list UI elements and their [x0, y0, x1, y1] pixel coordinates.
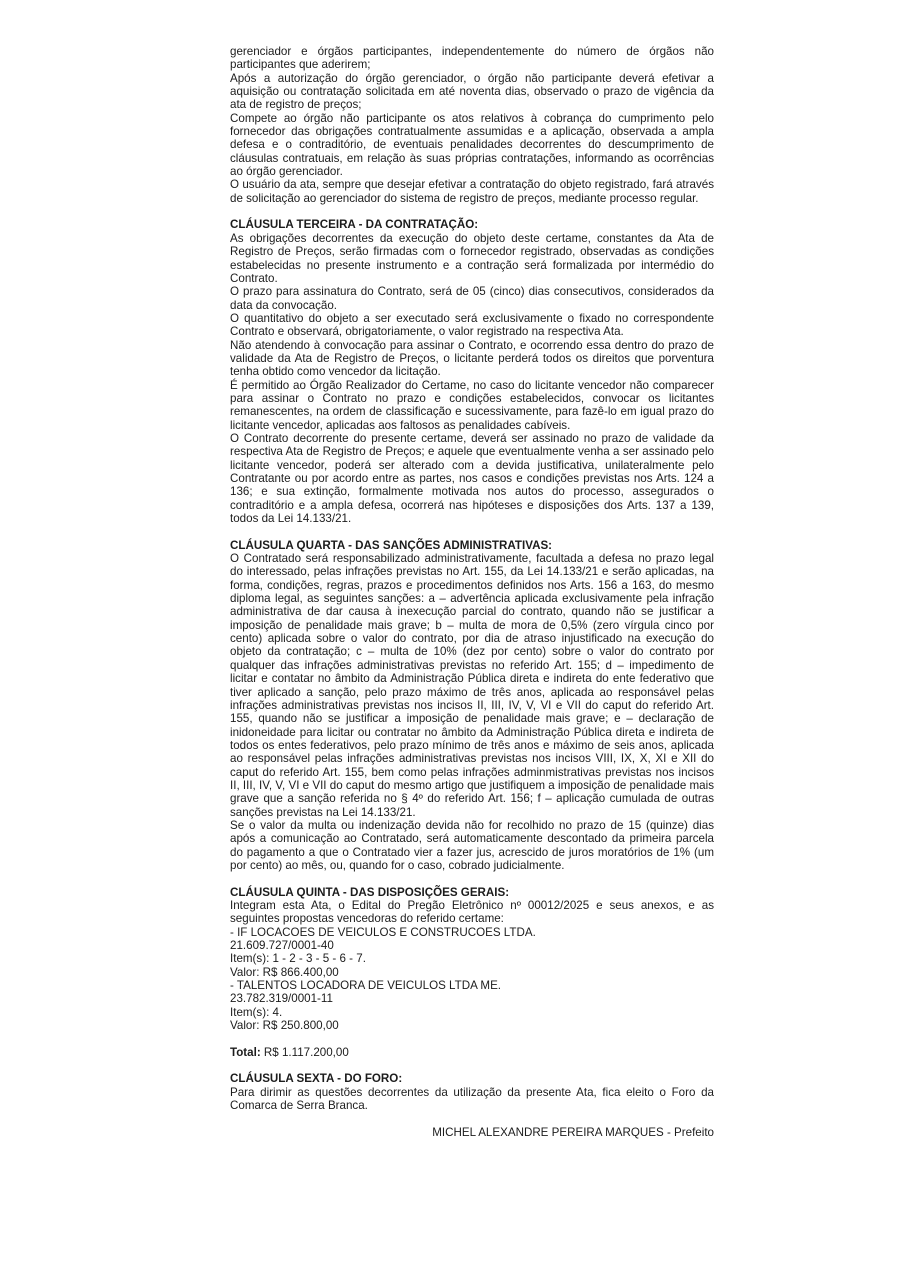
winner-2-cnpj: 23.782.319/0001-11	[230, 992, 333, 1006]
clause-heading-quarta: CLÁUSULA QUARTA - DAS SANÇÕES ADMINISTRATIVAS:	[230, 538, 553, 552]
winner-2-items: Item(s): 4.	[230, 1005, 283, 1019]
signature-line: MICHEL ALEXANDRE PEREIRA MARQUES - Prefeito	[432, 1125, 714, 1139]
winner-1-name: - IF LOCACOES DE VEICULOS E CONSTRUCOES LTDA.	[230, 925, 536, 939]
paragraph-c3-6: O Contrato decorrente do presente certame, deverá ser assinado no prazo de validade da respectiva Ata de Registro de Preços; e aquele que eventualmente venha a ser assinado pelo licitante vencedor, poderá ser alterado com a devida justificativa, unilateralmente pelo Contratante ou por acordo entre as partes, nos casos e condições previstas nos Arts. 124 a 136; e sua extinção, formalmente motivada nos autos do processo, assegurados o contraditório e a ampla defesa, ocorrerá nas hipóteses e disposições dos Arts. 137 a 139, todos da Lei 14.133/21.	[230, 431, 714, 526]
total-line	[230, 1046, 714, 1059]
winner-1-cnpj: 21.609.727/0001-40	[230, 939, 334, 953]
clause-heading-sexta: CLÁUSULA SEXTA - DO FORO:	[230, 1072, 403, 1086]
paragraph-intro-4: O usuário da ata, sempre que desejar efetivar a contratação do objeto registrado, fará através de solicitação ao gerenciador do sistema de registro de preços, mediante processo regular.	[230, 178, 714, 205]
winner-1-items: Item(s): 1 - 2 - 3 - 5 - 6 - 7.	[230, 952, 366, 966]
paragraph-c3-1: As obrigações decorrentes da execução do objeto deste certame, constantes da Ata de Registro de Preços, serão firmadas com o fornecedor registrado, observadas as condições estabelecidas no presente instrumento e a contração será formalizada por intermédio do Contrato.	[230, 231, 714, 285]
clause-heading-quinta: CLÁUSULA QUINTA - DAS DISPOSIÇÕES GERAIS:	[230, 885, 510, 899]
paragraph-intro-2: Após a autorização do órgão gerenciador, o órgão não participante deverá efetivar a aquisição ou contratação solicitada em até noventa dias, observado o prazo de vigência da ata de registro de preços;	[230, 71, 714, 112]
total-value: R$ 1.117.200,00	[260, 1045, 349, 1059]
total-label: Total:	[230, 1045, 261, 1059]
winner-2-valor: Valor: R$ 250.800,00	[230, 1019, 339, 1033]
paragraph-c3-4: Não atendendo à convocação para assinar o Contrato, e ocorrendo essa dentro do prazo de validade da Ata de Registro de Preços, o licitante perderá todos os direitos que porventura tenha obtido como vencedor da licitação.	[230, 338, 714, 379]
document-text-block	[230, 45, 714, 1139]
paragraph-c5-intro: Integram esta Ata, o Edital do Pregão Eletrônico nº 00012/2025 e seus anexos, e as seguintes propostas vencedoras do referido certame:	[230, 899, 714, 926]
paragraph-intro-3: Compete ao órgão não participante os atos relativos à cobrança do cumprimento pelo fornecedor das obrigações contratualmente assumidas e a aplicação, observada a ampla defesa e o contraditório, de eventuais penalidades decorrentes do descumprimento de cláusulas contratuais, em relação às suas próprias contratações, informando as ocorrências ao órgão gerenciador.	[230, 111, 714, 179]
paragraph-c3-3: O quantitativo do objeto a ser executado será exclusivamente o fixado no correspondente Contrato e observará, obrigatoriamente, o valor registrado na respectiva Ata.	[230, 311, 714, 339]
paragraph-intro-1: gerenciador e órgãos participantes, independentemente do número de órgãos não participantes que aderirem;	[230, 45, 714, 72]
paragraph-c4-2: Se o valor da multa ou indenização devida não for recolhido no prazo de 15 (quinze) dias após a comunicação ao Contratado, será automaticamente descontado da primeira parcela do pagamento a que o Contratado vier a fazer jus, acrescido de juros moratórios de 1% (um por cento) ao mês, ou, quando for o caso, cobrado judicialmente.	[230, 818, 714, 872]
paragraph-c4-1: O Contratado será responsabilizado administrativamente, facultada a defesa no prazo legal do interessado, pelas infrações previstas no Art. 155, da Lei 14.133/21 e serão aplicadas, na forma, condições, regras, prazos e procedimentos definidos nos Arts. 156 a 163, do mesmo diploma legal, as seguintes sanções: a – advertência aplicada exclusivamente pela infração administrativa de dar causa à inexecução parcial do contrato, quando não se justificar a imposição de penalidade mais grave; b – multa de mora de 0,5% (zero vírgula cinco por cento) aplicada sobre o valor do contrato, por dia de atraso injustificado na execução do objeto da contratação; c – multa de 10% (dez por cento) sobre o valor do contrato por qualquer das infrações administrativas previstas no referido Art. 155; d – impedimento de licitar e contatar no âmbito da Administração Pública direta e indireta do ente federativo que tiver aplicado a sanção, pelo prazo máximo de três anos, aplicada ao responsável pelas infrações administrativas previstas nos incisos II, III, IV, V, VI e VII do caput do referido Art. 155, quando não se justificar a imposição de penalidade mais grave; e – declaração de inidoneidade para licitar ou contratar no âmbito da Administração Pública direta e indireta de todos os entes federativos, pelo prazo mínimo de três anos e máximo de seis anos, aplicada ao responsável pelas infrações administrativas previstas nos incisos VIII, IX, X, XI e XII do caput do referido Art. 155, bem como pelas infrações adminmistrativas previstas nos incisos II, III, IV, V, VI e VII do caput do mesmo artigo que justifiquem a imposição de penalidade mais grave que a sanção referida no § 4º do referido Art. 156; f – aplicação cumulada de outras sanções previstas na Lei 14.133/21.	[230, 552, 714, 819]
paragraph-c3-2: O prazo para assinatura do Contrato, será de 05 (cinco) dias consecutivos, considerados da data da convocação.	[230, 285, 714, 312]
winner-2-name: - TALENTOS LOCADORA DE VEICULOS LTDA ME.	[230, 979, 502, 993]
winner-1-valor: Valor: R$ 866.400,00	[230, 965, 339, 979]
paragraph-c3-5: É permitido ao Órgão Realizador do Certame, no caso do licitante vencedor não comparecer para assinar o Contrato no prazo e condições estabelecidos, convocar os licitantes remanescentes, na ordem de classificação e sucessivamente, para fazê-lo em igual prazo do licitante vencedor, aplicadas aos faltosos as penalidades cabíveis.	[230, 378, 714, 432]
clause-heading-terceira: CLÁUSULA TERCEIRA - DA CONTRATAÇÃO:	[230, 218, 479, 232]
paragraph-c6-1: Para dirimir as questões decorrentes da utilização da presente Ata, fica eleito o Foro da Comarca de Serra Branca.	[230, 1085, 714, 1113]
